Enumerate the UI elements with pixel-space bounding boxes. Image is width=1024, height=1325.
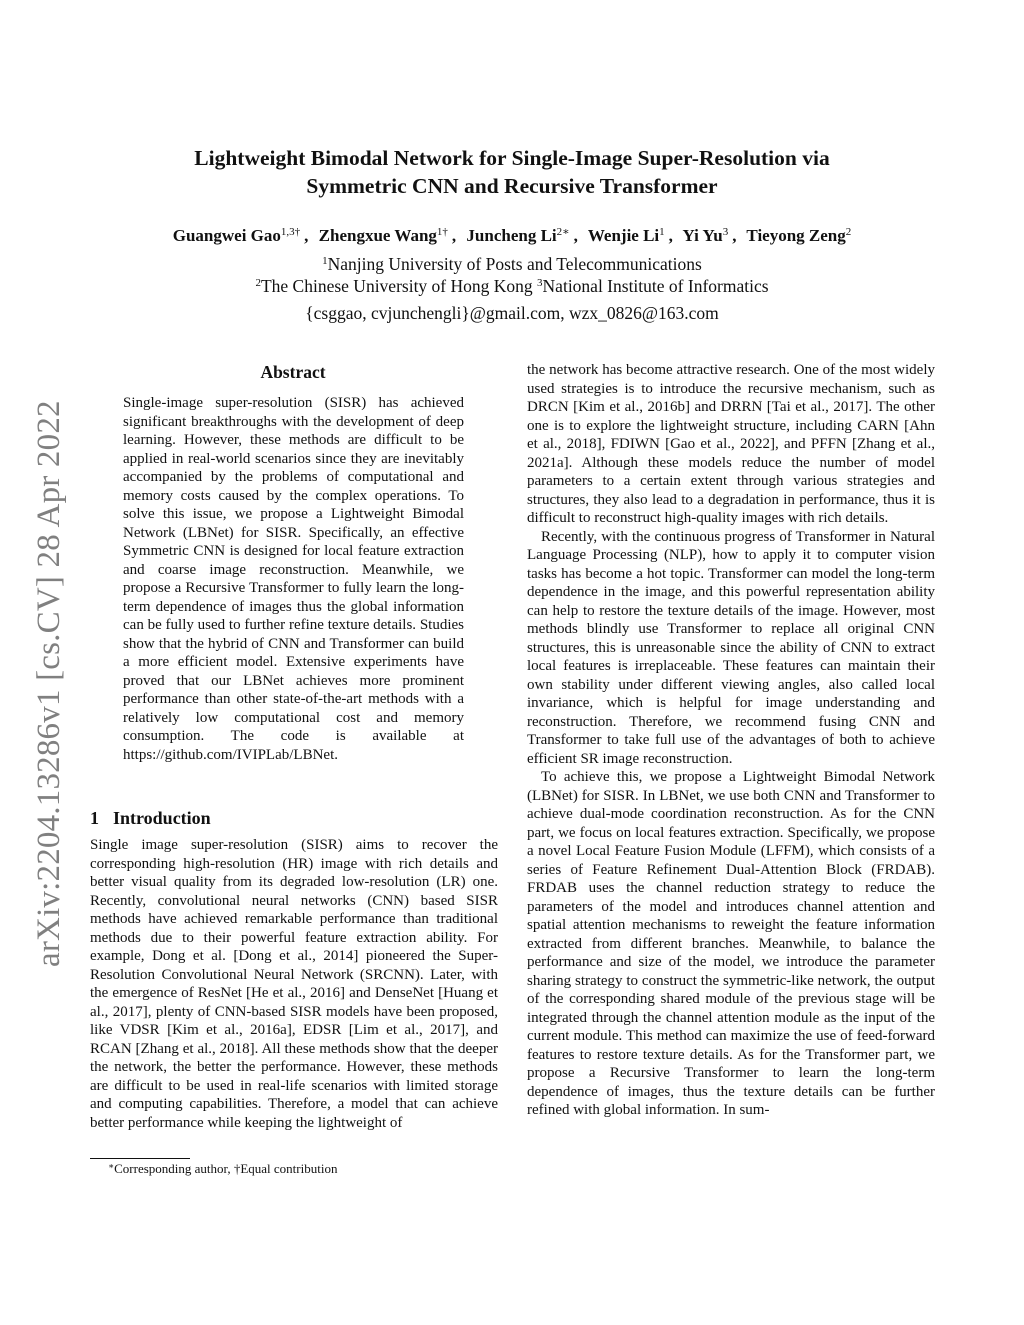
abstract-paragraph: Single-image super-resolution (SISR) has achieved significant breakthroughs with the development of deep learning. However, these methods are difficult to be applied in real-world scenarios since they are inevitably accompanied by the problems of computational and memory costs caused by the complex operations. To solve this issue, we propose a Lightweight Bimodal Network (LBNet) for SISR. Specifically, an effective Symmetric CNN is designed for local feature extraction and coarse image reconstruction. Meanwhile, we propose a Recursive Transformer to fully learn the long-term dependence of images thus the global information can be fully used to further refine texture details. Studies show that the hybrid of CNN and Transformer can build a more efficient model. Extensive experiments have proved that our LBNet achieves more prominent performance than other state-of-the-art methods with a relatively low computational cost and memory consumption. The code is available at https://github.com/IVIPLab/LBNet.	[123, 395, 464, 763]
author-name: Wenjie Li	[587, 226, 660, 245]
author-affiliation-mark: 2	[845, 226, 852, 238]
paper-title	[120, 144, 904, 200]
affiliation-mark: 1	[322, 255, 328, 267]
author-name: Yi Yu	[682, 226, 723, 245]
author-list: Guangwei Gao$^{1,3\dagger}$ , Zhengxue Wang$^{1\dagger}$ , Juncheng $Li^{2∗}$ , Wenjie Li$^1$ , Yi Yu$^3$ , Tieyong Zeng$^2$	[172, 226, 852, 245]
abstract-heading: Abstract	[260, 362, 326, 382]
author-affiliation-mark: 3	[722, 226, 729, 238]
body-paragraph: Recently, with the continuous progress of Transformer in Natural Language Processing (NLP), how to apply it to computer vision tasks has become a hot topic. Transformer can model the long-term dependence in the image, and this powerful representation ability can help to restore the texture details of the image. However, most methods blindly use Transformer to replace all original CNN structures, this is unreasonable since the ability of CNN to extract local features is irreplaceable. These features can maintain their own stability under different viewing angles, also called local invariance, which is helpful for image understanding and reconstruction. Therefore, we recommend fusing CNN and Transformer to take full use of the advantages of both to achieve efficient SR image reconstruction.	[527, 528, 935, 767]
author-affiliation-mark: 1	[659, 226, 665, 238]
footnote-rule	[90, 1158, 190, 1159]
footnote	[108, 1161, 498, 1177]
affiliation-mark: 3	[537, 277, 543, 289]
body-paragraph: Single image super-resolution (SISR) aims to recover the corresponding high-resolution (HR) image with rich details and better visual quality from its degraded low-resolution (LR) one. Recently, convolutional neural networks (CNN) based SISR methods have achieved remarkable performance than traditional methods due to their powerful feature extraction ability. For example, Dong et al. [Dong et al., 2014] pioneered the Super-Resolution Convolutional Neural Network (SRCNN). Later, with the emergence of ResNet [He et al., 2016] and DenseNet [Huang et al., 2017], plenty of CNN-based SISR models have been proposed, like VDSR [Kim et al., 2016a], EDSR [Lim et al., 2017], and RCAN [Zhang et al., 2018]. All these methods show that the deeper the network, the better the performance. However, these methods are difficult to be used in real-life scenarios with limited storage and computing capabilities. Therefore, a model that can achieve better performance while keeping the lightweight of	[90, 837, 498, 1131]
author-affiliation-mark: 1†	[436, 226, 448, 238]
introduction-text	[90, 836, 498, 1132]
author-name: Juncheng Li	[466, 226, 557, 245]
affiliation-name: National Institute of Informatics	[542, 276, 769, 296]
author-name: Tieyong Zeng	[746, 226, 846, 245]
section-number: 1	[90, 808, 99, 828]
abstract-text	[123, 394, 464, 764]
title-line-1: Lightweight Bimodal Network for Single-Image Super-Resolution via	[194, 146, 830, 170]
author-affiliation-mark: 1,3†	[280, 226, 301, 238]
author-name: Guangwei Gao	[172, 226, 281, 245]
contact-emails: {csggao, cvjunchengli}@gmail.com, wzx_0826@163.com	[305, 303, 719, 323]
right-column-text	[527, 361, 935, 1120]
affiliation-mark: 2	[255, 277, 261, 289]
footnote-text: Corresponding author, †Equal contribution	[114, 1161, 338, 1176]
author-name: Zhengxue Wang	[318, 226, 437, 245]
body-paragraph: the network has become attractive research. One of the most widely used strategies is to introduce the recursive mechanism, such as DRCN [Kim et al., 2016b] and DRRN [Tai et al., 2017]. The other one is to explore the lightweight structure, including CARN [Ahn et al., 2018], FDIWN [Gao et al., 2022], and PFFN [Zhang et al., 2021a]. Although these models reduce the number of model parameters to a certain extent through various strategies and structures, they also lead to a degradation in performance, thus it is difficult to reconstruct high-quality images with rich details.	[527, 362, 935, 526]
affiliation-1	[160, 252, 864, 276]
affiliation-2-3	[160, 274, 864, 298]
title-line-2: Symmetric CNN and Recursive Transformer	[306, 174, 718, 198]
section-title: Introduction	[113, 808, 211, 828]
author-affiliation-mark: 2∗	[556, 226, 570, 238]
affiliation-name: The Chinese University of Hong Kong	[260, 276, 538, 296]
body-paragraph: To achieve this, we propose a Lightweight Bimodal Network (LBNet) for SISR. In LBNet, we use both CNN and Transformer to achieve dual-mode coordination reconstruction. As for the CNN part, we focus on local features extraction. Specifically, we propose a novel Local Feature Fusion Module (LFFM), which consists of a series of Feature Refinement Dual-Attention Block (FRDAB). FRDAB uses the channel reduction strategy to reduce the parameters of the model and introduces channel attention and spatial attention mechanisms to reweight the feature information extracted from different branches. Meanwhile, to balance the performance and size of the model, we introduce the parameter sharing strategy to construct the symmetric-like network, the output of the corresponding shared module of the previous stage will be integrated through the channel attention module as the input of the current module. This method can maximize the use of feed-forward features to restore texture details. As for the Transformer part, we propose a Recursive Transformer to learn the long-term dependence of images, thus the texture details can be further refined with global information. In sum-	[527, 769, 935, 1118]
affiliation-name: Nanjing University of Posts and Telecommunications	[327, 254, 702, 274]
section-heading-introduction	[90, 806, 500, 830]
arxiv-identifier: arXiv:2204.13286v1 [cs.CV] 28 Apr 2022	[31, 400, 67, 967]
footnote-mark: ∗	[108, 1161, 115, 1171]
